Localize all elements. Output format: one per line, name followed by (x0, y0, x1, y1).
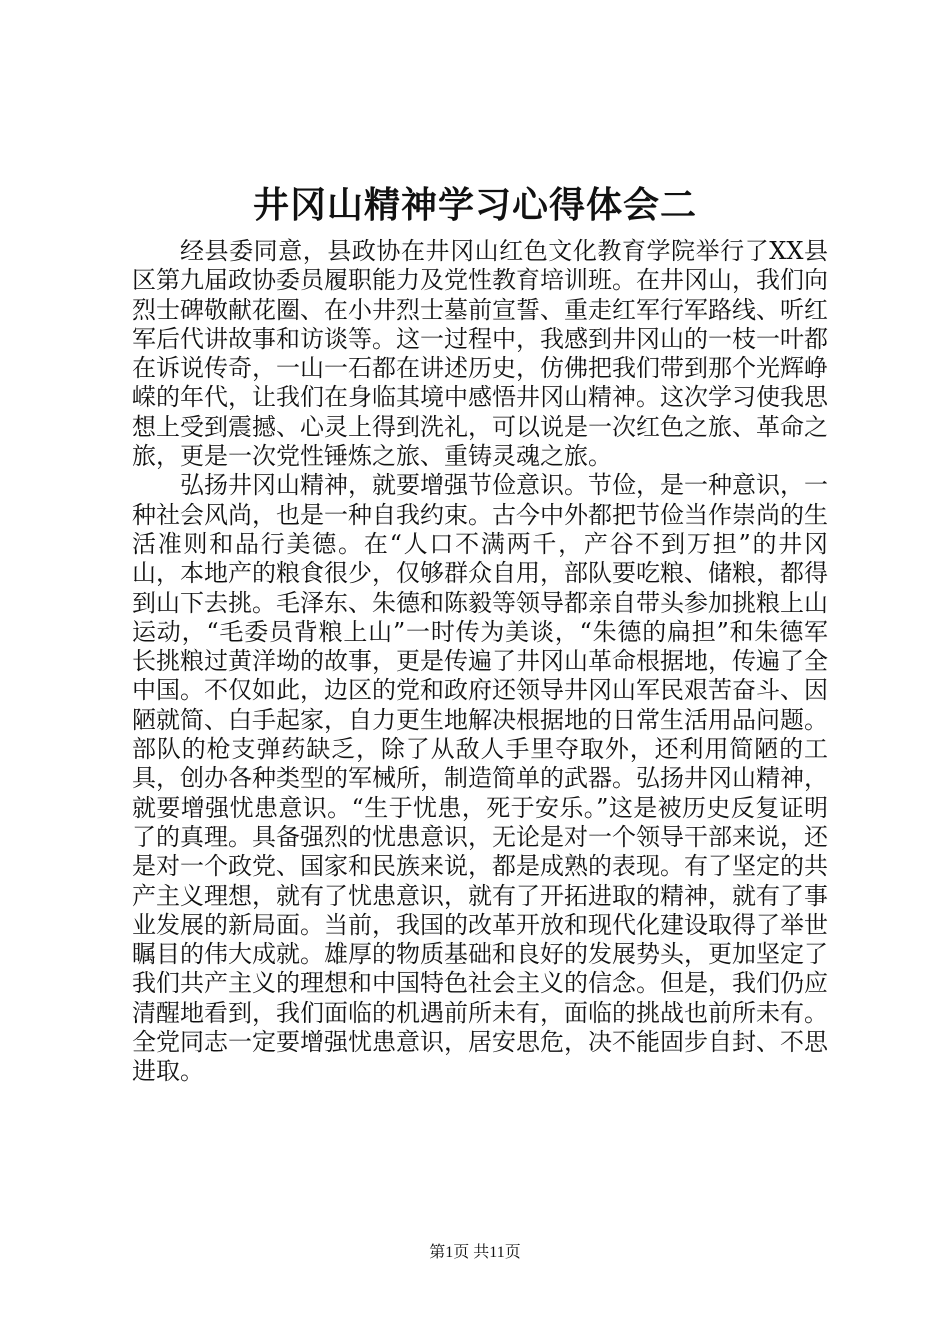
page-number-footer: 第1页 共11页 (429, 1244, 521, 1261)
document-body (132, 237, 828, 1087)
paragraph-1: 经县委同意，县政协在井冈山红色文化教育学院举行了XX县区第九届政协委员履职能力及党性教育培训班。在井冈山，我们向烈士碑敬献花圈、在小井烈士墓前宣誓、重走红军行军路线、听红军后代讲故事和访谈等。这一过程中，我感到井冈山的一枝一叶都在诉说传奇，一山一石都在讲述历史，仿佛把我们带到那个光辉峥嵘的年代，让我们在身临其境中感悟井冈山精神。这次学习使我思想上受到震撼、心灵上得到洗礼，可以说是一次红色之旅、革命之旅，更是一次党性锤炼之旅、重铸灵魂之旅。 (132, 237, 828, 471)
paragraph-2: 弘扬井冈山精神，就要增强节俭意识。节俭，是一种意识，一种社会风尚，也是一种自我约束。古今中外都把节俭当作崇尚的生活准则和品行美德。在“人口不满两千，产谷不到万担”的井冈山，本地产的粮食很少，仅够群众自用，部队要吃粮、储粮，都得到山下去挑。毛泽东、朱德和陈毅等领导都亲自带头参加挑粮上山运动，“毛委员背粮上山”一时传为美谈，“朱德的扁担”和朱德军长挑粮过黄洋坳的故事，更是传遍了井冈山革命根据地，传遍了全中国。不仅如此，边区的党和政府还领导井冈山军民艰苦奋斗、因陋就简、白手起家，自力更生地解决根据地的日常生活用品问题。部队的枪支弹药缺乏，除了从敌人手里夺取外，还利用简陋的工具，创办各种类型的军械所，制造简单的武器。弘扬井冈山精神，就要增强忧患意识。“生于忧患，死于安乐。”这是被历史反复证明了的真理。具备强烈的忧患意识，无论是对一个领导干部来说，还是对一个政党、国家和民族来说，都是成熟的表现。有了坚定的共产主义理想，就有了忧患意识，就有了开拓进取的精神，就有了事业发展的新局面。当前，我国的改革开放和现代化建设取得了举世瞩目的伟大成就。雄厚的物质基础和良好的发展势头，更加坚定了我们共产主义的理想和中国特色社会主义的信念。但是，我们仍应清醒地看到，我们面临的机遇前所未有，面临的挑战也前所未有。全党同志一定要增强忧患意识，居安思危，决不能固步自封、不思进取。 (132, 471, 828, 1086)
document-title: 井冈山精神学习心得体会二 (252, 184, 697, 226)
